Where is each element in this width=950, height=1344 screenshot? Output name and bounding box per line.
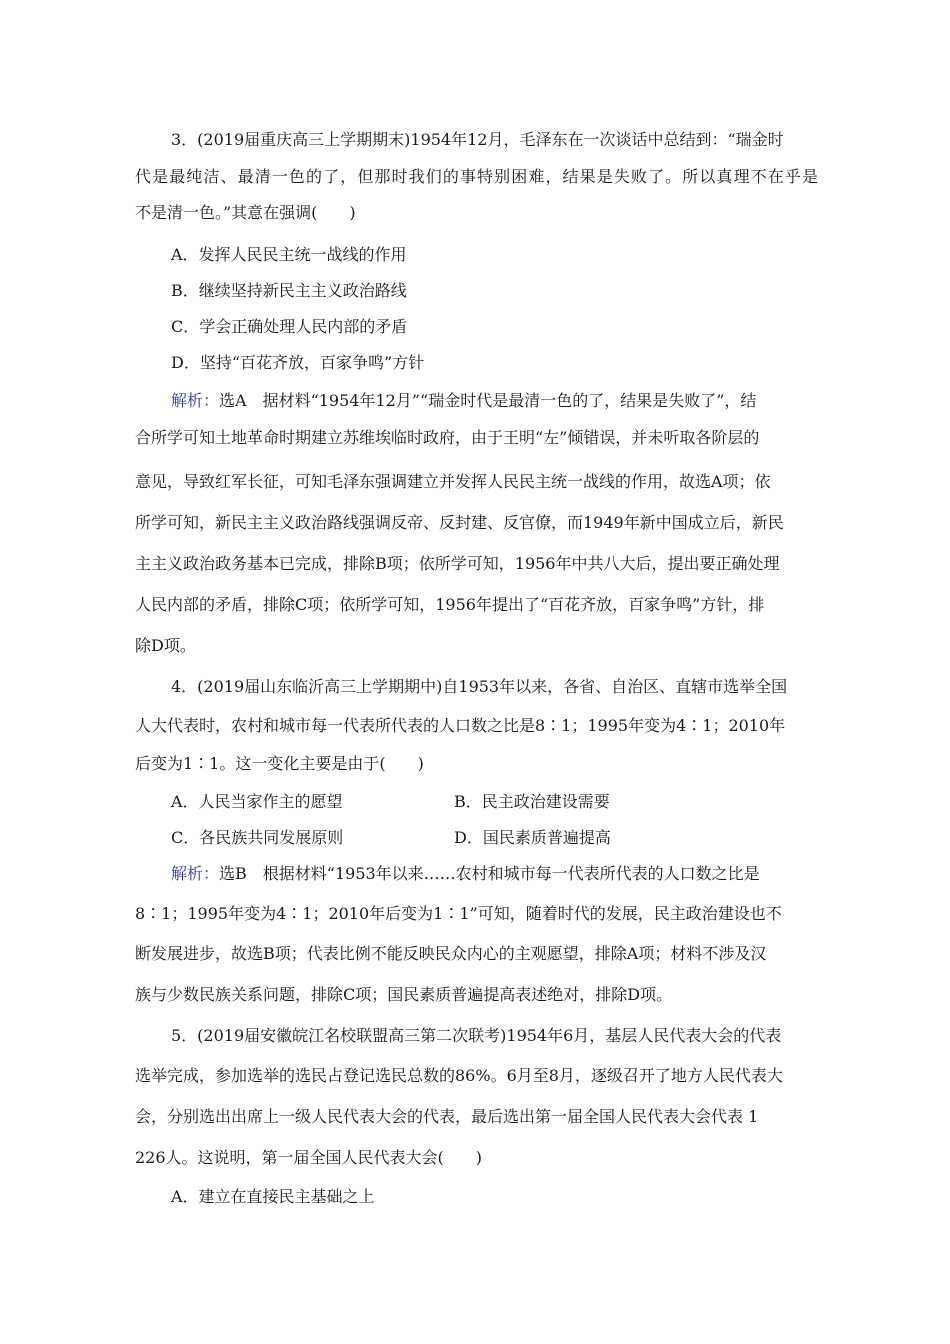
question-4-analysis-first — [171, 864, 760, 884]
question-5-option-a: A．建立在直接民主基础之上 — [171, 1187, 375, 1206]
question-4-line-2: 人大代表时，农村和城市每一代表所代表的人口数之比是8∶1；1995年变为4∶1；2010年 — [135, 716, 786, 735]
analysis-text: 选B 根据材料“1953年以来……农村和城市每一代表所代表的人口数之比是 — [219, 864, 760, 883]
question-3-analysis-line: 合所学可知土地革命时期建立苏维埃临时政府，由于王明“左”倾错误，并未听取各阶层的 — [135, 428, 760, 447]
question-5-line-4: 226人。这说明，第一届全国人民代表大会( ) — [135, 1148, 483, 1167]
question-3-option-c: C．学会正确处理人民内部的矛盾 — [171, 317, 408, 336]
question-3-line-1: 3．(2019届重庆高三上学期期末)1954年12月，毛泽东在一次谈话中总结到：“瑞金时 — [171, 130, 784, 149]
question-4-option-b: B．民主政治建设需要 — [454, 792, 610, 811]
question-4-analysis-line: 8∶1；1995年变为4∶1；2010年后变为1∶1”可知，随着时代的发展，民主政治建设也不 — [135, 904, 782, 923]
question-3-analysis-line: 除D项。 — [135, 636, 196, 655]
question-4-option-d: D．国民素质普遍提高 — [454, 828, 611, 847]
question-3-line-3: 不是清一色。”其意在强调( ) — [135, 203, 356, 222]
question-4-option-a: A．人民当家作主的愿望 — [171, 792, 343, 811]
question-3-option-b: B．继续坚持新民主主义政治路线 — [171, 281, 407, 300]
question-4-analysis-line: 断发展进步，故选B项；代表比例不能反映民众内心的主观愿望，排除A项；材料不涉及汉 — [135, 944, 767, 963]
question-3-option-d: D．坚持“百花齐放，百家争鸣”方针 — [171, 353, 425, 372]
question-3-analysis-line: 人民内部的矛盾，排除C项；依所学可知，1956年提出了“百花齐放，百家争鸣”方针，排 — [135, 595, 765, 614]
question-3-analysis-line: 意见，导致红军长征，可知毛泽东强调建立并发挥人民民主统一战线的作用，故选A项；依 — [135, 472, 771, 491]
question-4-option-c: C．各民族共同发展原则 — [171, 828, 344, 847]
analysis-text: 选A 据材料“1954年12月”“瑞金时代是最清一色的了，结果是失败了”，结 — [219, 391, 757, 410]
analysis-label: 解析： — [171, 864, 220, 883]
question-5-line-2: 选举完成，参加选举的选民占登记选民总数的86%。6月至8月，逐级召开了地方人民代表大 — [135, 1066, 783, 1085]
question-4-analysis-line: 族与少数民族关系问题，排除C项；国民素质普遍提高表述绝对，排除D项。 — [135, 985, 673, 1004]
analysis-label: 解析： — [171, 391, 220, 410]
question-5-line-1: 5．(2019届安徽皖江名校联盟高三第二次联考)1954年6月，基层人民代表大会的代表 — [171, 1026, 782, 1045]
question-4-line-1: 4．(2019届山东临沂高三上学期期中)自1953年以来，各省、自治区、直辖市选举全国 — [171, 677, 788, 696]
question-3-analysis-line: 主主义政治政务基本已完成，排除B项；依所学可知，1956年中共八大后，提出要正确处理 — [135, 554, 780, 573]
question-3-option-a: A．发挥人民民主统一战线的作用 — [171, 245, 407, 264]
question-5-line-3: 会，分别选出出席上一级人民代表大会的代表，最后选出第一届全国人民代表大会代表 1 — [135, 1107, 759, 1126]
question-3-analysis-line: 所学可知，新民主主义政治路线强调反帝、反封建、反官僚，而1949年新中国成立后，新民 — [135, 513, 784, 532]
question-4-line-3: 后变为1∶1。这一变化主要是由于( ) — [135, 754, 424, 773]
question-3-analysis-first — [171, 391, 756, 411]
question-3-line-2: 代是最纯洁、最清一色的了，但那时我们的事特别困难，结果是失败了。所以真理不在乎是 — [135, 167, 818, 186]
